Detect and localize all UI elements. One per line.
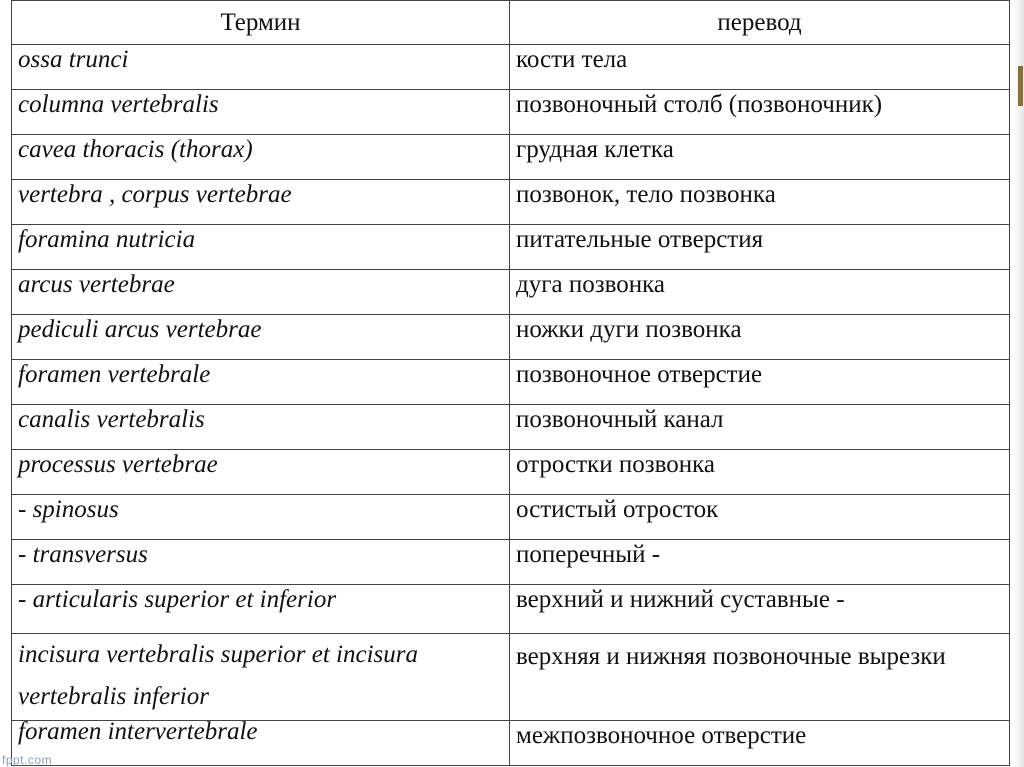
table-row [12,360,1010,405]
translation-cell: дуга позвонка [510,270,1010,315]
table-row [12,405,1010,450]
slide-edge [1014,0,1024,767]
term-cell: vertebra , corpus vertebrae [12,180,510,225]
term-cell: processus vertebrae [12,450,510,495]
table-row [12,585,1010,634]
term-cell: canalis vertebralis [12,405,510,450]
table-row [12,721,1010,766]
term-cell: ossa trunci [12,45,510,90]
translation-cell: межпозвоночное отверстие [510,721,1010,766]
table-row [12,135,1010,180]
term-cell: pediculi arcus vertebrae [12,315,510,360]
term-cell: cavea thoracis (thorax) [12,135,510,180]
edge-accent [1018,66,1023,106]
glossary-table [11,0,1010,766]
table-row [12,315,1010,360]
term-cell: columna vertebralis [12,90,510,135]
header-term: Термин [12,1,510,45]
term-cell: - spinosus [12,495,510,540]
header-translation: перевод [510,1,1010,45]
table-header-row [12,1,1010,45]
table-row [12,45,1010,90]
table-row [12,90,1010,135]
translation-cell: питательные отверстия [510,225,1010,270]
translation-cell: позвоночное отверстие [510,360,1010,405]
translation-cell: верхняя и нижняя позвоночные вырезки [510,634,1010,721]
translation-cell: поперечный - [510,540,1010,585]
term-cell: - transversus [12,540,510,585]
translation-cell: отростки позвонка [510,450,1010,495]
translation-cell: кости тела [510,45,1010,90]
translation-cell: остистый отросток [510,495,1010,540]
translation-cell: грудная клетка [510,135,1010,180]
table-row [12,634,1010,721]
translation-cell: верхний и нижний суставные - [510,585,1010,634]
table-row [12,180,1010,225]
translation-cell: позвонок, тело позвонка [510,180,1010,225]
translation-cell: ножки дуги позвонка [510,315,1010,360]
translation-cell: позвоночный столб (позвоночник) [510,90,1010,135]
watermark: fppt.com [2,753,53,767]
translation-cell: позвоночный канал [510,405,1010,450]
table-row [12,450,1010,495]
table-row [12,270,1010,315]
term-cell: incisura vertebralis superior et incisura vertebralis inferior [12,634,510,721]
term-cell: foramen intervertebrale [12,721,510,766]
table-row [12,495,1010,540]
table-row [12,225,1010,270]
term-cell: arcus vertebrae [12,270,510,315]
term-cell: foramina nutricia [12,225,510,270]
term-cell: foramen vertebrale [12,360,510,405]
table-row [12,540,1010,585]
term-cell: - articularis superior et inferior [12,585,510,634]
